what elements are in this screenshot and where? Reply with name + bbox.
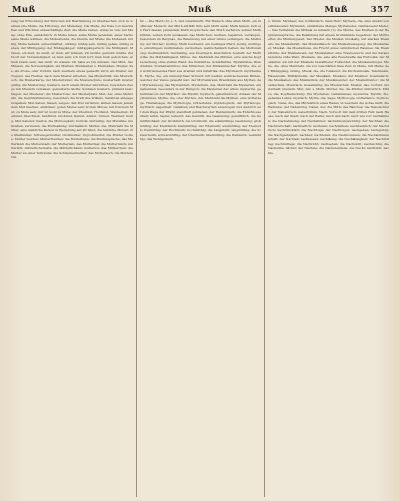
column-left bbox=[8, 19, 136, 497]
column-right bbox=[264, 19, 392, 497]
text-columns bbox=[8, 19, 392, 497]
running-header bbox=[8, 3, 392, 17]
column-text: ist — Die Muth (5), s. 5, und Gleichmuth. Ein Mensch ohne allen Muth, ein muthloser Mensch; der Muth entfällt ihm; sein Muth sank; Muth fassen, sich ein Herz fassen; jemandem Muth zusprechen; den Muth verlieren; seinen Muth kühlen, seinen Zorn auslassen; das Muthchen; muthen, begehren, verlangen, besonders im Bergbau, die Belehnung mit einer Grube verlangen; die Muthung; der Muther; muthig, Muth besitzend; ein muthiges Pferd, feurig; muthigen, ermuthigen; muthmaßen, vermuthen, wahrscheinlich halten; die Muthmaßung; muthmaßlich; muthwillig, aus Übermuth, absichtlich, boshaft; der Muthwille; die Muthwilligkeit. Mütze, die, Mehrzahl die Mützen, eine weiche Kopfbedeckung ohne steifen Rand; die Pelzmütze, Schlafmütze, Zipfelmütze, Dienstmütze, Studentenmütze; das Mützchen; der Mützenmacher. Myrrhe, die, ein wohlriechendes Harz aus Arabien und Ostafrika; das Myrrhenöl; myrrhenhaft. Myrte, die, ein immergrüner Strauch mit weißen wohlriechenden Blüten, welcher der Venus geweiht war; der Myrtenkranz, Brautkranz aus Myrten; der Myrtenzweig; das Myrtenblatt. Mysterium, das, Mehrzahl die Mysterien, ein Geheimnis, besonders in der Religion; die Mysterien der Alten; mysteriös, geheimnisvoll; der Mystiker; die Mystik; mystisch, geheimnisvoll, dunkel; der Mystizismus. Mythe, die, oder Mythus, der, Mehrzahl die Mythen, eine Göttersage, Heldensage; die Mythologie, Götterlehre; mythologisch; der Mythologe; mythisch, sagenhaft. Gefahren und Beschwerden unterzogen und dadurch auf dem Wege der Pflicht standhaft geblieben; der Heldenmuth; die Entschlossenheit; kühn, tapfer, beherzt; das Gemüth, die Gesinnung; gemüthlich, die Gemüthlichkeit; der Großmuth, die Großmuth, die edelmüthige Gesinnung; großmüthig; der Kleinmuth; kleinmüthig; der Edelmuth; edelmüthig; der Freimuth; freimüthig; der Hochmuth; hochmüthig; die Langmuth; langmüthig; die Schwermuth; schwermüthig; der Übermuth; übermüthig; die Wehmuth; wehmüthig; das Wohlgemuth. bbox=[139, 19, 261, 142]
header-center-word: Muß bbox=[188, 5, 212, 15]
header-left-word: Muß bbox=[12, 5, 36, 15]
column-middle bbox=[136, 19, 264, 497]
page-number: 357 bbox=[370, 5, 390, 15]
column-text: u. Sinnb. Mynheer, der, holländisch, mein Herr; Myriade, die, eine Anzahl von zehntausend; Myriaden, unzählbare Menge; Myriameter, zehntausend Meter. — Das Verfahren die Mühsal zu mildern (1), die Muthe, das Muthen in der Bergmannssprache, die Belehnung mit einem Grubenfelde begehren; der Muthzettel; die Muthungszeit. Der Mustel, die Muskel; muskelig, mit starken Muskeln; die Muskelkraft; das Muskelfleisch; die Muskelbewegung; die Muskelfaser. Muskat, die Muskatnuss, die Frucht eines ostindischen Baumes; die Muskatblüte; der Muskatwein; der Muskateller, eine Traubensorte und der daraus bereitete süße Wein. Muskete, die, eine alte Feuerwaffe des Fußvolks; der Musketier, ein mit der Muskete bewaffneter Fußsoldat; die Musketenkugel. Muße, die, ohne Mehrzahl, die von Geschäften freie Zeit; in Muße, mit Muße; der Müßiggang; müßig. Musik, die, die Tonkunst; die Kirchenmusik, Tafelmusik, Hausmusik, Militärmusik; der Musikant, Musikus; der Musiker; musikalisch; die Musikalien; das Musikstück; der Musikmeister; der Musikdirektor; die Musikschule. Musivisch, mosaikartig; die Musivarbeit. Muster, das, Vorbild; musterhaft; mustern. Mut, der, s. Muth. Mutter, die, die Mütter; mütterlich. Mütze, die, Kopfbedeckung. Die Mysterien, Geheimnisse; mysteriös. Mystik, die, geheime Lehre; mystisch. Mythe, die, Sage; Mythologie, Götterlehre; mythologisch. Nabe, die, das Mittelstück eines Rades, in welchem die Achse läuft; die Radnabe; der Nabenring. Nabel, der, die Mitte des Bauches; die Nabelschnur; der Nabelbruch; nabelförmig. Nach, Vorwort mit dem dritten Fall; nach Hause, nach der Stadt; nach der Reihe; nach und nach; nach wie vor; nachahmen; die Nachahmung; der Nachahmer; nachahmungswürdig; der Nachbar; die Nachbarschaft; nachbarlich; nachdem; nachdenken; nachdenklich; der Nachdruck; nachdrücklich; die Nachfolge; der Nachfolger; nachgeben; nachgiebig; die Nachgiebigkeit; nachher; nachholen; die Nachkommen; die Nachkommenschaft; der Nachlaß; nachlassen; nachlässig; die Nachlässigkeit; der Nachmittag; nachmittags; die Nachricht; nachsehen; die Nachsicht; nachsichtig; die Nachsilbe; nächst; der Nächste; die Nächstenliebe; die Nacht; nächtlich; nachts. bbox=[267, 19, 389, 155]
column-text: sung bei Ermordung der Personen mit Bestimmung zu überraschen, sich zu wehren (die Muße, die Erholung, der Mußetag). Die Muße, die freie von Geschäften und Pflichten unbeschäftigte Zeit; die Muße haben, etwas zu tun; mit Muße, ohne Eile, gemächlich; in Muße leben; seine Muße genießen; einer Sache seine Muße widmen; die Mußestunde, die Stunde der Muße; die Mußezeit; müßig, Muße habend, unbeschäftigt, untätig; müßig sein, müßig gehen, müßig stehen; der Müßiggang; der Müßiggänger; müßiggängerisch; die Müßigkeit. Müssen, ich muß, du mußt, er muß, wir müssen; ich mußte; gemußt; müßte. Zeitwort der Notwendigkeit: es muß sein; ich muß fort; man muß gehorchen; er muß krank sein; das mußt du wissen; ich habe es tun müssen. Der Muß, das Müssen, die Notwendigkeit; ein Mußteil. Mußmaßen s. Mutmaßen. Muster, das, ein Probe- oder Vorbild, nach welchem etwas gemacht wird; ein Muster der Tugend, des Fleißes; nach dem Muster arbeiten; das Musterbild; das Musterbuch; die Musterkarte; der Musterreiter; die Musterschule; musterhaft; mustergültig; die Musterung; mustern, nach einem Muster einrichten, besonders Zeuge mit Mustern versehen; gemusterte Stoffe; Soldaten mustern, prüfend besichtigen; der Musterer; die Musterrolle; der Musterplatz. Mut, der, ohne Mehrzahl, die Gemütsstimmung, besonders die Kraft des Willens, Gefahren entgegenzugehen; Mut haben, fassen, zeigen; den Mut verlieren, sinken lassen; jemandem Mut machen, einflößen; guten Mutes sein; frohen Mutes; mit frischem Mut; zu Mute sein; mir ist wohl zu Mute; der Übermut, Hochmut, Wankelmut, Kleinmut, Gleichmut, Sanftmut, Großmut, Demut, Anmut, Unmut, Wehmut; mutig, Mut habend; mutlos; die Mutlosigkeit; mutvoll; mutwillig; der Mutwille; mutmaßen, vermuten; die Mutmaßung; mutmaßlich. Mutter, die, Mehrzahl die Mütter, eine weibliche Person in Beziehung auf ihr Kind; die leibliche Mutter; die Stiefmutter, Schwiegermutter, Großmutter, Urgroßmutter; die Mutter Gottes; Mutter werden; Mutterfreuden; die Mutterliebe; die Muttersprache; das Mutterland; die Mutterstadt; der Mutterleib; das Muttermal; die Muttermilch; mütterlich; mütterlicherseits; die Mütterlichkeit; mutterlos; das Mütterchen; die Mutter an einer Schraube; die Schraubenmutter; das Mutterkorn; die Muttererde. bbox=[11, 19, 133, 160]
header-rule bbox=[8, 16, 392, 17]
header-right-word: Muß bbox=[324, 5, 348, 15]
